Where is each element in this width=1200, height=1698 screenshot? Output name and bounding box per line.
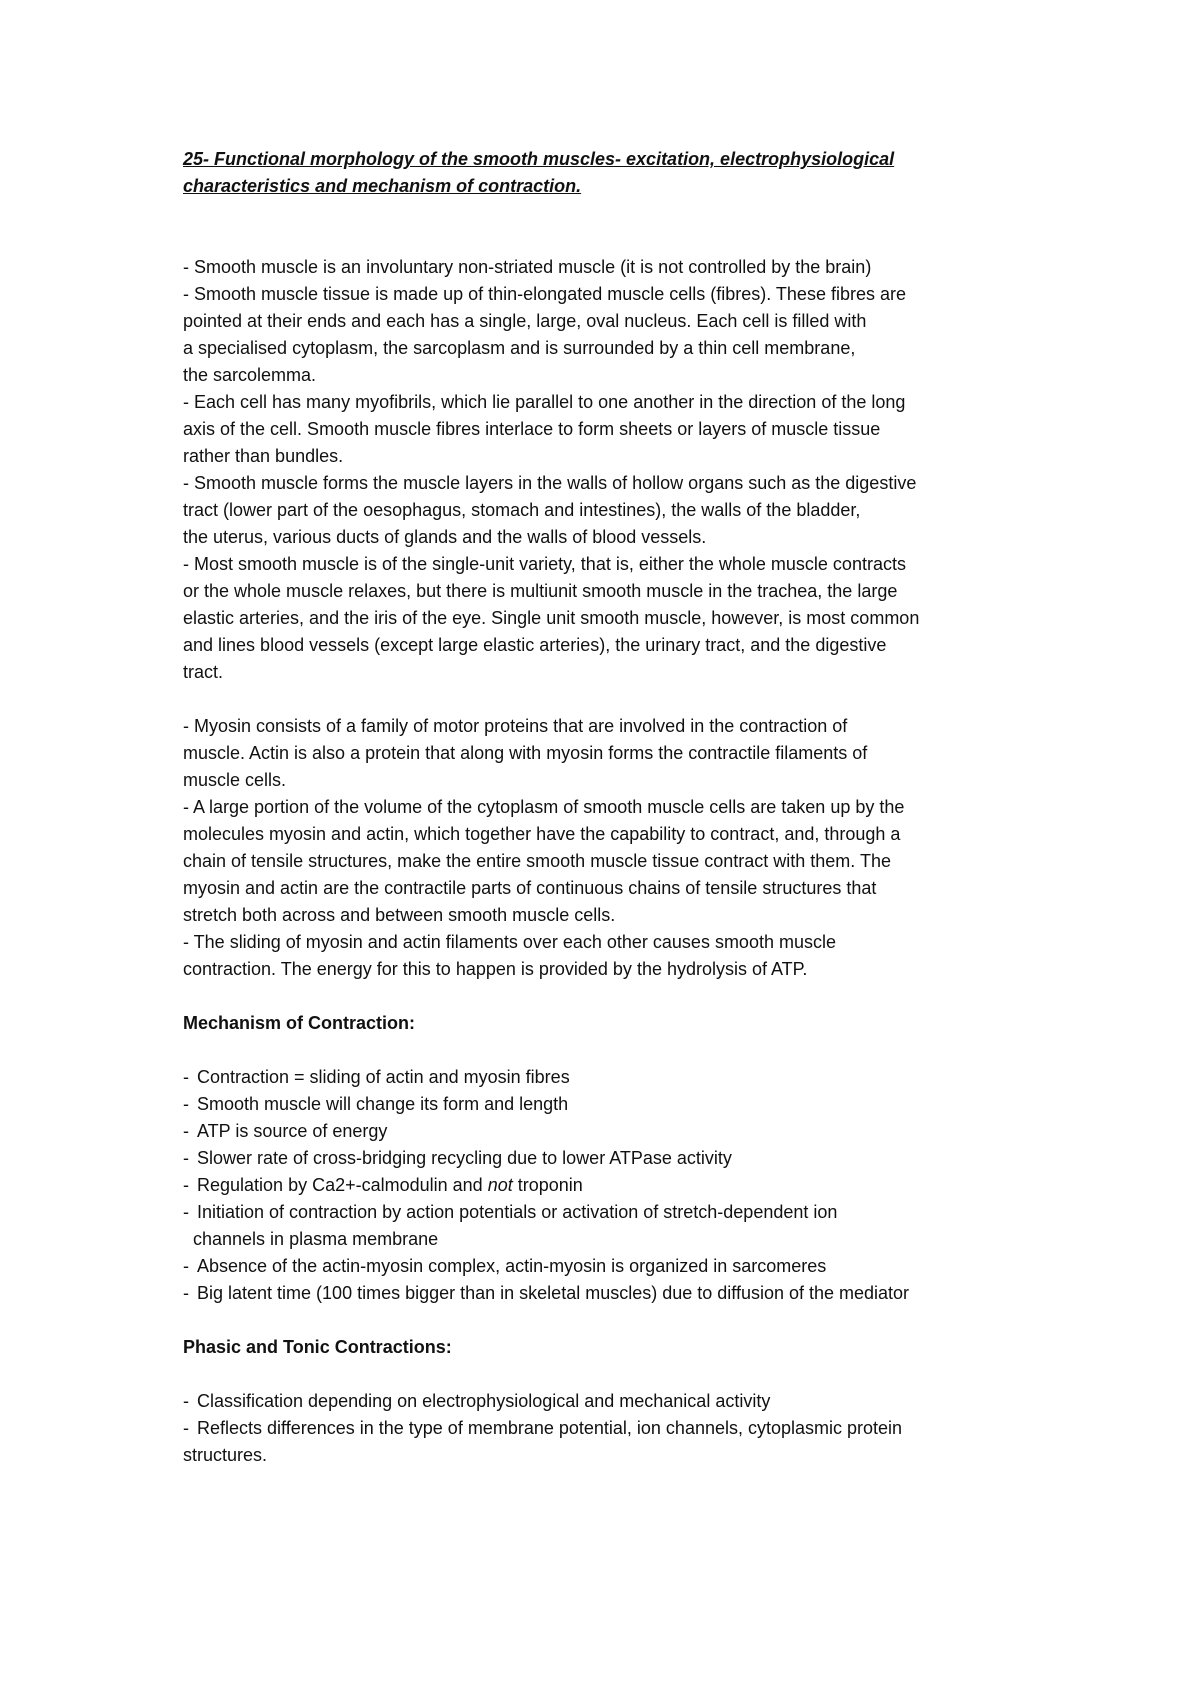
- text-line: structures.: [183, 1445, 268, 1465]
- list-item-text: [197, 1172, 583, 1199]
- dash-marker: -: [183, 1418, 189, 1438]
- list-item-text: Big latent time (100 times bigger than in skeletal muscles) due to diffusion of the mediator: [197, 1283, 910, 1303]
- list-item: [183, 1064, 1033, 1091]
- spacer: [183, 1361, 1033, 1388]
- list-item-continuation: [183, 1226, 1033, 1253]
- text-line: muscle. Actin is also a protein that along with myosin forms the contractile filaments of: [183, 743, 868, 763]
- text-line: - Each cell has many myofibrils, which lie parallel to one another in the direction of the long: [183, 392, 906, 412]
- text-line: - A large portion of the volume of the cytoplasm of smooth muscle cells are taken up by the: [183, 797, 905, 817]
- text-line: pointed at their ends and each has a single, large, oval nucleus. Each cell is filled with: [183, 311, 867, 331]
- regulation-text-before: Regulation by Ca2+-calmodulin and: [197, 1175, 488, 1195]
- list-item-text: Smooth muscle will change its form and length: [197, 1094, 569, 1114]
- mechanism-list: [183, 1064, 1033, 1307]
- list-item: [183, 1118, 1033, 1145]
- list-item-text: Classification depending on electrophysiological and mechanical activity: [197, 1391, 771, 1411]
- list-item-text: Reflects differences in the type of membrane potential, ion channels, cytoplasmic protein: [197, 1418, 903, 1438]
- text-line: rather than bundles.: [183, 446, 344, 466]
- text-line: the uterus, various ducts of glands and the walls of blood vessels.: [183, 527, 707, 547]
- list-item: [183, 1172, 1033, 1199]
- spacer: [183, 686, 1033, 713]
- document-page: [183, 146, 1033, 1469]
- text-line: elastic arteries, and the iris of the eye. Single unit smooth muscle, however, is most common: [183, 608, 920, 628]
- dash-marker: -: [183, 1283, 189, 1303]
- dash-marker: -: [183, 1202, 189, 1222]
- list-item-text: ATP is source of energy: [197, 1121, 388, 1141]
- intro-paragraphs: [183, 254, 1033, 686]
- dash-marker: -: [183, 1256, 189, 1276]
- text-line: myosin and actin are the contractile parts of continuous chains of tensile structures that: [183, 878, 877, 898]
- list-item: [183, 1199, 1033, 1226]
- text-line: a specialised cytoplasm, the sarcoplasm and is surrounded by a thin cell membrane,: [183, 338, 856, 358]
- regulation-emphasis: not: [487, 1175, 513, 1195]
- spacer: [183, 1037, 1033, 1064]
- dash-marker: -: [183, 1094, 189, 1114]
- dash-marker: -: [183, 1391, 189, 1411]
- dash-marker: -: [183, 1175, 189, 1195]
- list-item: [183, 1091, 1033, 1118]
- spacer: [183, 1307, 1033, 1334]
- list-item-text: Contraction = sliding of actin and myosin fibres: [197, 1067, 570, 1087]
- text-line: - Myosin consists of a family of motor proteins that are involved in the contraction of: [183, 716, 848, 736]
- text-line: contraction. The energy for this to happen is provided by the hydrolysis of ATP.: [183, 959, 808, 979]
- text-line: - Smooth muscle tissue is made up of thin-elongated muscle cells (fibres). These fibres are: [183, 284, 906, 304]
- text-line: - The sliding of myosin and actin filaments over each other causes smooth muscle: [183, 932, 836, 952]
- list-item: [183, 1280, 1033, 1307]
- text-line: molecules myosin and actin, which together have the capability to contract, and, through a: [183, 824, 901, 844]
- dash-marker: -: [183, 1067, 189, 1087]
- text-line: stretch both across and between smooth muscle cells.: [183, 905, 616, 925]
- text-line: - Smooth muscle is an involuntary non-striated muscle (it is not controlled by the brain): [183, 257, 872, 277]
- list-item: [183, 1145, 1033, 1172]
- spacer: [183, 983, 1033, 1010]
- dash-marker: -: [183, 1121, 189, 1141]
- regulation-text-after: troponin: [512, 1175, 583, 1195]
- text-line: and lines blood vessels (except large elastic arteries), the urinary tract, and the digestive: [183, 635, 887, 655]
- list-item-text: Initiation of contraction by action potentials or activation of stretch-dependent ion: [197, 1202, 838, 1222]
- text-line: the sarcolemma.: [183, 365, 317, 385]
- list-item-text: channels in plasma membrane: [193, 1229, 439, 1249]
- text-line: - Smooth muscle forms the muscle layers in the walls of hollow organs such as the digestive: [183, 473, 917, 493]
- phasic-tonic-heading: Phasic and Tonic Contractions:: [183, 1337, 452, 1357]
- text-line: tract (lower part of the oesophagus, stomach and intestines), the walls of the bladder,: [183, 500, 861, 520]
- document-title-line-2: characteristics and mechanism of contraction.: [183, 176, 582, 196]
- text-line: or the whole muscle relaxes, but there is multiunit smooth muscle in the trachea, the large: [183, 581, 898, 601]
- list-item: [183, 1253, 1033, 1280]
- mechanism-heading: Mechanism of Contraction:: [183, 1013, 416, 1033]
- text-line: - Most smooth muscle is of the single-unit variety, that is, either the whole muscle contracts: [183, 554, 906, 574]
- document-title-line-1: 25- Functional morphology of the smooth muscles- excitation, electrophysiological: [183, 149, 895, 169]
- list-item: [183, 1388, 1033, 1415]
- spacer: [183, 200, 1033, 254]
- phasic-tonic-list: [183, 1388, 1033, 1442]
- dash-marker: -: [183, 1148, 189, 1168]
- text-line: muscle cells.: [183, 770, 287, 790]
- text-line: chain of tensile structures, make the entire smooth muscle tissue contract with them. The: [183, 851, 891, 871]
- myosin-paragraphs: [183, 713, 1033, 983]
- text-line: axis of the cell. Smooth muscle fibres interlace to form sheets or layers of muscle tissue: [183, 419, 881, 439]
- list-item-text: Slower rate of cross-bridging recycling due to lower ATPase activity: [197, 1148, 732, 1168]
- list-item-text: Absence of the actin-myosin complex, actin-myosin is organized in sarcomeres: [197, 1256, 827, 1276]
- text-line: tract.: [183, 662, 224, 682]
- list-item: [183, 1415, 1033, 1442]
